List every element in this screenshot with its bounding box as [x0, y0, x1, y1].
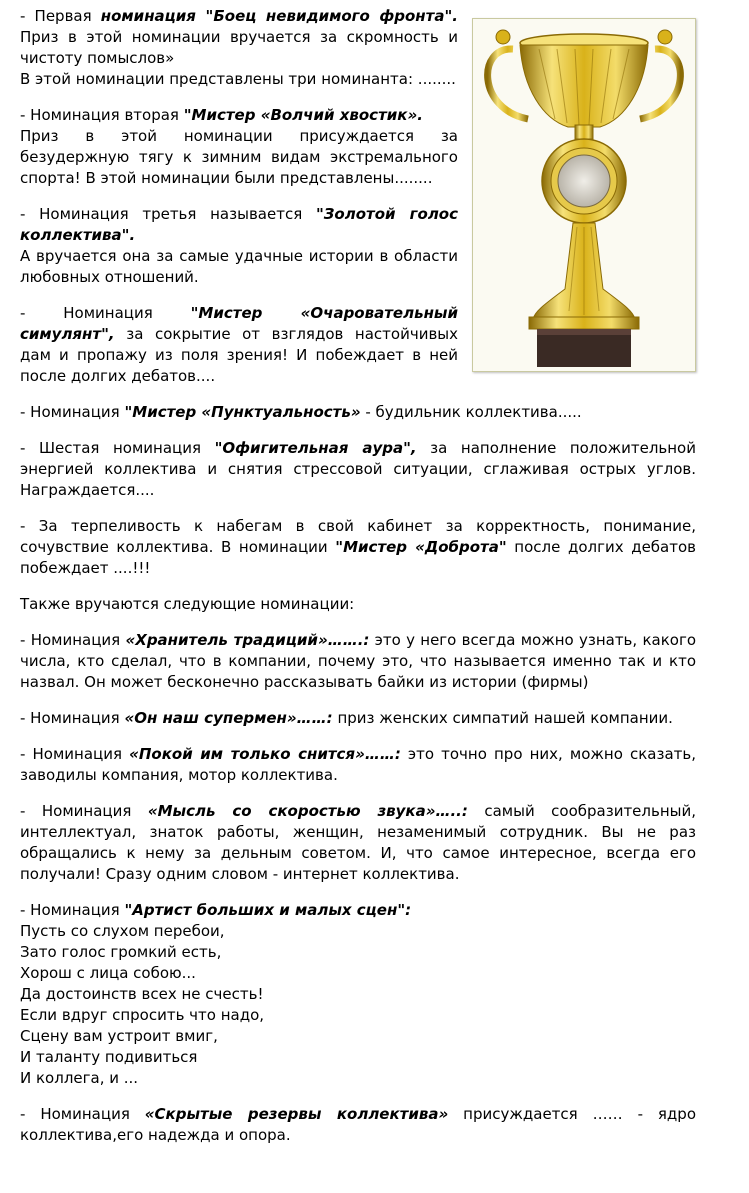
paragraph-12 — [20, 801, 696, 885]
paragraph-14-post: присуждается …… - ядро коллектива,его надежда и опора. — [20, 1105, 697, 1144]
paragraph-6 — [20, 438, 696, 501]
paragraph-3-line2: А вручается она за самые удачные истории в области любовных отношений. — [20, 247, 458, 286]
paragraph-1-post: Приз в этой номинации вручается за скромность и чистоту помыслов» — [20, 28, 458, 67]
paragraph-11-pre: - Номинация — [20, 745, 130, 763]
poem-line: Да достоинств всех не счесть! — [20, 985, 264, 1003]
trophy-image — [472, 18, 696, 372]
paragraph-11 — [20, 744, 696, 786]
nomination-title-13: "Артист больших и малых сцен": — [124, 901, 412, 919]
nomination-title-3: "Золотой голос коллектива". — [20, 205, 459, 244]
paragraph-9-pre: - Номинация — [20, 631, 126, 649]
paragraph-7-post: после долгих дебатов побеждает ....!!! — [20, 538, 696, 577]
paragraph-1-pre: - Первая — [20, 7, 101, 25]
paragraph-4-pre: - Номинация — [20, 304, 191, 322]
trophy-cup-icon — [473, 19, 695, 371]
nomination-title-2: "Мистер «Волчий хвостик». — [183, 106, 423, 124]
nomination-title-6: "Офигительная аура", — [214, 439, 417, 457]
paragraph-12-pre: - Номинация — [20, 802, 148, 820]
nomination-title-9: «Хранитель традиций»…….: — [125, 631, 370, 649]
nomination-title-10: «Он наш супермен»……: — [124, 709, 333, 727]
nomination-title-5: "Мистер «Пунктуальность» — [124, 403, 361, 421]
paragraph-10-pre: - Номинация — [20, 709, 125, 727]
paragraph-6-post: за наполнение положительной энергией коллектива и снятия стрессовой ситуации, сглаживая острых углов. Награждается.... — [20, 439, 696, 499]
poem-line: Если вдруг спросить что надо, — [20, 1006, 265, 1024]
nomination-title-14: «Скрытые резервы коллектива» — [144, 1105, 449, 1123]
paragraph-4-post: за сокрытие от взглядов настойчивых дам и пропажу из поля зрения! И побеждает в ней после долгих дебатов.... — [20, 325, 458, 385]
paragraph-5-pre: - Номинация — [20, 403, 125, 421]
paragraph-12-post: самый сообразительный, интеллектуал, знаток работы, женщин, незаменимый сотрудник. Вы не раз обращались к нему за дельным советом. И, что самое интересное, всегда его получали! Сразу одним словом - интернет коллектива. — [20, 802, 697, 883]
paragraph-6-pre: - Шестая номинация — [20, 439, 215, 457]
paragraph-10-post: приз женских симпатий нашей компании. — [332, 709, 673, 727]
paragraph-9 — [20, 630, 696, 693]
poem-line: Сцену вам устроит вмиг, — [20, 1027, 218, 1045]
paragraph-13-pre: - Номинация — [20, 901, 125, 919]
nomination-title-7: "Мистер «Доброта" — [335, 538, 507, 556]
paragraph-14 — [20, 1104, 696, 1146]
poem-line: И коллега, и ... — [20, 1069, 139, 1087]
paragraph-8-text: Также вручаются следующие номинации: — [20, 595, 355, 613]
paragraph-2-post: Приз в этой номинации присуждается за безудержную тягу к зимним видам экстремального спорта! В этой номинации были представлены........ — [20, 127, 458, 187]
paragraph-3-pre: - Номинация третья называется — [20, 205, 316, 223]
poem-line: И таланту подивиться — [20, 1048, 198, 1066]
nomination-title-11: «Покой им только снится»……: — [129, 745, 401, 763]
poem-line: Пусть со слухом перебои, — [20, 922, 225, 940]
poem-line: Хорош с лица собою... — [20, 964, 196, 982]
paragraph-14-pre: - Номинация — [20, 1105, 145, 1123]
paragraph-9-post: это у него всегда можно узнать, какого числа, кто сделал, что в компании, почему это, что называется именно так и кто назвал. Он может бесконечно рассказывать байки из истории (фирмы) — [20, 631, 697, 691]
nomination-title-1: номинация "Боец невидимого фронта". — [100, 7, 458, 25]
paragraph-7 — [20, 516, 696, 579]
paragraph-5-post: - будильник коллектива..... — [360, 403, 582, 421]
poem-line: Зато голос громкий есть, — [20, 943, 222, 961]
nomination-title-12: «Мысль со скоростью звука»…..: — [147, 802, 468, 820]
paragraph-2-pre: - Номинация вторая — [20, 106, 184, 124]
paragraph-1-line2: В этой номинации представлены три номинанта: ........ — [20, 70, 456, 88]
paragraph-10 — [20, 708, 696, 729]
paragraph-7-pre: - За терпеливость к набегам в свой кабинет за корректность, понимание, сочувствие коллектива. В номинации — [20, 517, 696, 556]
article-body — [20, 6, 696, 1161]
paragraph-5 — [20, 402, 696, 423]
nomination-title-4: "Мистер «Очаровательный симулянт", — [20, 304, 459, 343]
paragraph-8 — [20, 594, 696, 615]
paragraph-11-post: это точно про них, можно сказать, заводилы компания, мотор коллектива. — [20, 745, 696, 784]
paragraph-13 — [20, 900, 696, 1089]
